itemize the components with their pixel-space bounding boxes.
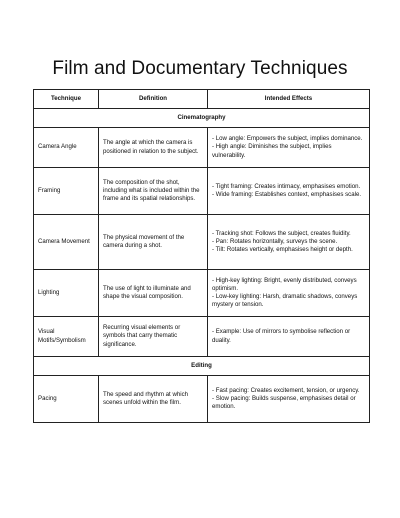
header-intended-effects: Intended Effects	[208, 90, 370, 109]
table-row	[34, 270, 370, 317]
effect-line: - Low-key lighting: Harsh, dramatic shadows, conveys mystery or tension.	[212, 293, 358, 309]
effect-line: - High-key lighting: Bright, evenly distributed, conveys optimism.	[212, 276, 357, 292]
section-row-editing	[34, 357, 370, 376]
technique-cell: Lighting	[34, 270, 99, 317]
technique-cell: Framing	[34, 168, 99, 215]
effect-line: - Tracking shot: Follows the subject, creates fluidity.	[212, 229, 351, 237]
technique-cell: Visual Motifs/Symbolism	[34, 317, 99, 357]
effects-cell	[208, 317, 370, 357]
section-label: Editing	[34, 357, 370, 376]
effect-line: - Tight framing: Creates intimacy, emphasises emotion.	[212, 182, 361, 190]
definition-cell: The composition of the shot, including what is included within the frame and its spatial relationships.	[99, 168, 208, 215]
effect-line: - Wide framing: Establishes context, emphasises scale.	[212, 191, 362, 198]
effect-line: - Slow pacing: Builds suspense, emphasises detail or emotion.	[212, 394, 356, 411]
technique-cell: Camera Movement	[34, 215, 99, 270]
effect-line: - Example: Use of mirrors to symbolise reflection or duality.	[212, 328, 351, 344]
effects-cell	[208, 128, 370, 168]
effect-line: - Pan: Rotates horizontally, surveys the scene.	[212, 237, 338, 245]
table-row	[34, 168, 370, 215]
effect-line: - High angle: Diminishes the subject, implies vulnerability.	[212, 143, 332, 159]
effects-cell	[208, 376, 370, 423]
section-label: Cinematography	[34, 109, 370, 128]
effect-line: - Low angle: Empowers the subject, implies dominance.	[212, 135, 363, 143]
header-technique: Technique	[34, 90, 99, 109]
effect-line: - Tilt: Rotates vertically, emphasises height or depth.	[212, 246, 353, 254]
definition-cell: The speed and rhythm at which scenes unfold within the film.	[99, 376, 208, 423]
definition-cell: Recurring visual elements or symbols that carry thematic significance.	[99, 317, 208, 357]
effects-cell	[208, 270, 370, 317]
technique-cell: Pacing	[34, 376, 99, 423]
effects-cell	[208, 168, 370, 215]
header-definition: Definition	[99, 90, 208, 109]
page-title: Film and Documentary Techniques	[52, 58, 348, 79]
table-row	[34, 128, 370, 168]
table-row	[34, 215, 370, 270]
effect-line: - Fast pacing: Creates excitement, tension, or urgency.	[212, 386, 360, 394]
effects-cell	[208, 215, 370, 270]
table-header-row	[34, 90, 370, 109]
table-row	[34, 376, 370, 423]
technique-cell: Camera Angle	[34, 128, 99, 168]
section-row-cinematography	[34, 109, 370, 128]
table-row	[34, 317, 370, 357]
techniques-table	[33, 89, 370, 423]
definition-cell: The angle at which the camera is positioned in relation to the subject.	[99, 128, 208, 168]
definition-cell: The physical movement of the camera during a shot.	[99, 215, 208, 270]
definition-cell: The use of light to illuminate and shape the visual composition.	[99, 270, 208, 317]
